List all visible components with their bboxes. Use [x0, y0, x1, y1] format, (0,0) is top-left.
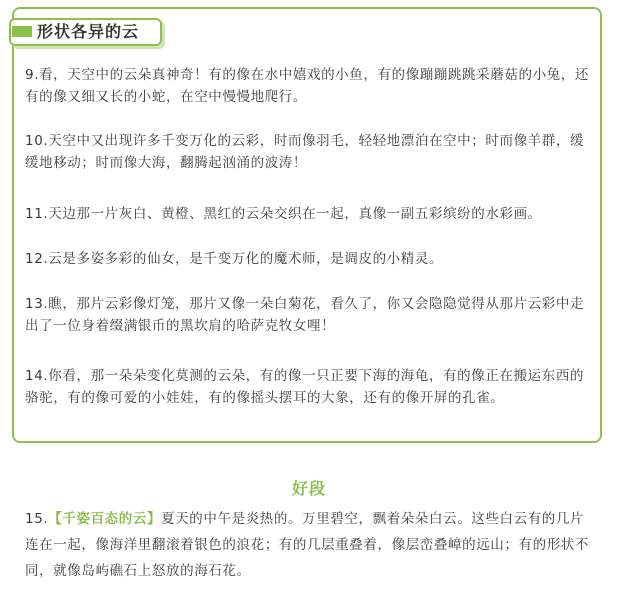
paragraph-10: 10.天空中又出现许多千变万化的云彩，时而像羽毛，轻轻地漂泊在空中；时而像羊群，缓缓地移动；时而像大海，翻腾起汹涌的波涛！ — [25, 133, 585, 171]
good-paragraph-highlight: 【千姿百态的云】 — [48, 511, 162, 527]
good-paragraph — [25, 506, 595, 584]
title-accent-bar — [12, 26, 32, 37]
section-title-good-paragraph: 好段 — [291, 479, 326, 498]
good-paragraph-text: 夏天的中午是炎热的。万里碧空，飘着朵朵白云。这些白云有的几片连在一起，像海洋里翻滚着银色的浪花；有的几层重叠着，像层峦叠嶂的远山；有的形状不同，就像岛屿礁石上怒放的海石花。 — [25, 511, 589, 579]
card-title: 形状各异的云 — [37, 22, 140, 41]
paragraph-12: 12.云是多姿多彩的仙女，是千变万化的魔术师，是调皮的小精灵。 — [25, 251, 444, 267]
paragraph-11: 11.天边那一片灰白、黄橙、黑红的云朵交织在一起，真像一副五彩缤纷的水彩画。 — [25, 206, 542, 222]
paragraph-14: 14.你看，那一朵朵变化莫测的云朵，有的像一只正要下海的海龟，有的像正在搬运东西的骆驼，有的像可爱的小娃娃，有的像摇头摆耳的大象，还有的像开屏的孔雀。 — [25, 368, 585, 406]
good-paragraph-number: 15. — [25, 511, 49, 527]
paragraph-13: 13.瞧，那片云彩像灯笼，那片又像一朵白菊花，看久了，你又会隐隐觉得从那片云彩中走出了一位身着缀满银币的黑坎肩的哈萨克牧女哩！ — [25, 296, 585, 334]
paragraph-9: 9.看，天空中的云朵真神奇！有的像在水中嬉戏的小鱼，有的像蹦蹦跳跳采蘑菇的小兔，还有的像又细又长的小蛇，在空中慢慢地爬行。 — [25, 67, 589, 105]
